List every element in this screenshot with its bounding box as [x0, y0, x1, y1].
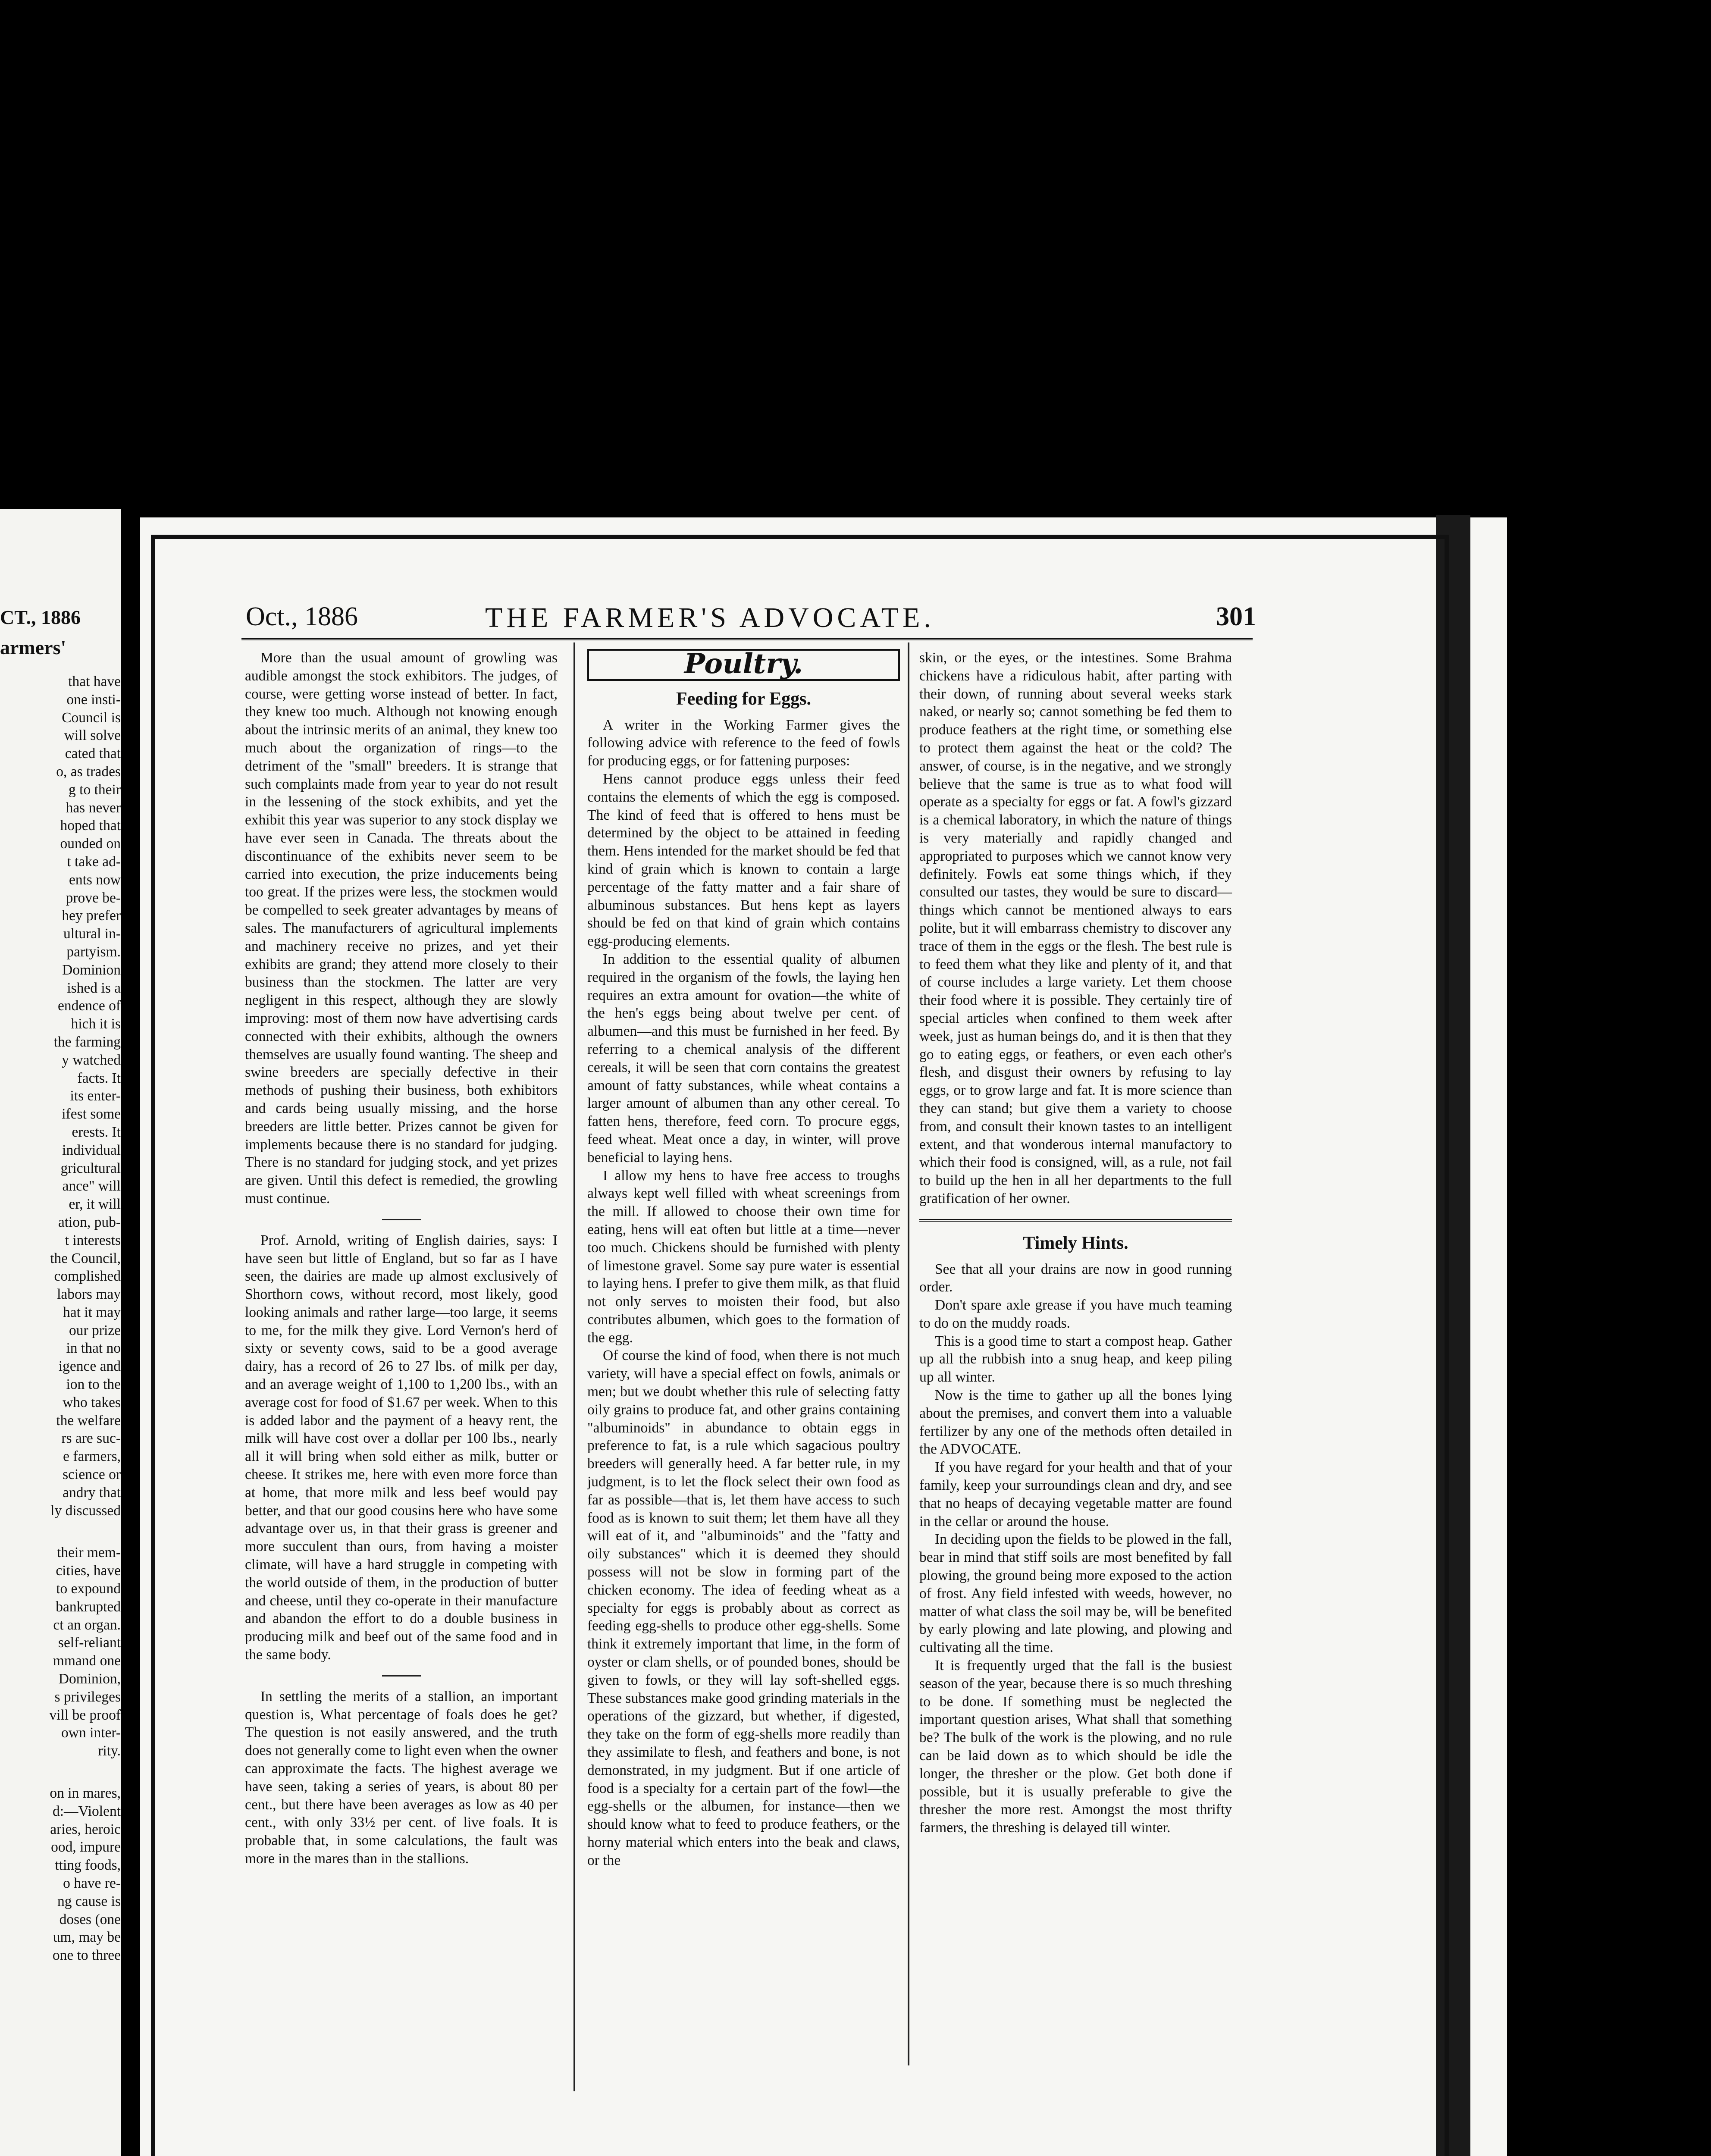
- paragraph: In settling the merits of a stallion, an important question is, What percentage of foals does he get? The question is not easily answered, and the truth does not generally come to light even when the owner can approximate the facts. The highest average we have seen, taking a series of years, is about 80 per cent., but there have been averages as low as 40 per cent., with only 33½ per cent. of live foals. It is probable that, in some calculations, the fault was more in the mares than in the stallions.: [245, 1688, 558, 1867]
- facing-page-line: gricultural: [60, 1160, 121, 1176]
- facing-page-block-b: [0, 1544, 121, 1760]
- facing-page-line: the farming: [53, 1034, 121, 1050]
- issue-date: Oct., 1886: [246, 602, 358, 631]
- separator: [382, 1675, 421, 1677]
- facing-page-line: g to their: [69, 781, 121, 798]
- facing-page-line: has never: [66, 799, 121, 816]
- facing-page-line: rs are suc-: [61, 1430, 121, 1447]
- facing-page-line: hich it is: [71, 1016, 121, 1032]
- facing-page-line: their mem-: [57, 1545, 121, 1561]
- paragraph: skin, or the eyes, or the intestines. Some Brahma chickens have a ridiculous habit, after parting with their down, of running about several weeks stark naked, or nearly so; cannot something be fed them to produce feathers at the right time, or something else to protect them against the heat or the cold? The answer, of course, is in the negative, and we strongly believe that the same is true as to what food will operate as a specialty for eggs or fat. A fowl's gizzard is a chemical laboratory, in which the nature of things is very materially and rapidly changed and appropriated to purposes which we cannot know very definitely. Fowls eat some things which, if they consulted our tastes, they would be sure to discard—things which cannot be mentioned always to ears polite, but it will embarrass chemistry to discover any trace of them in the eggs or the flesh. The best rule is to feed them what they like and plenty of it, and that of course includes a large variety. Let them choose their food where it is possible. They certainly tire of special articles when confined to them week after week, just as human beings do, and it is then that they go to eating eggs, or feathers, or even each other's flesh, and disgust their owners by refusing to lay eggs, or to grow large and fat. It is more science than they can stand; but give them a variety to choose from, and consult their known tastes to an intelligent extent, and that wonderous internal manufactory to which their food is consigned, will, as a rule, not fail to build up the hen in all her departments to the full gratification of her owner.: [919, 650, 1232, 1206]
- column-2: [587, 649, 900, 1870]
- separator: [382, 1219, 421, 1220]
- facing-page-line: t interests: [65, 1232, 121, 1248]
- page-number: 301: [1216, 602, 1256, 631]
- facing-page-header: CT., 1886: [0, 606, 81, 628]
- facing-page-line: cities, have: [56, 1563, 121, 1579]
- facing-page-line: bankrupted: [56, 1598, 121, 1615]
- facing-page-line: hat it may: [63, 1304, 121, 1320]
- facing-page-line: ation, pub-: [58, 1214, 121, 1230]
- facing-page-line: Dominion,: [58, 1671, 121, 1687]
- facing-page-line: igence and: [58, 1358, 121, 1375]
- facing-page-line: complished: [54, 1268, 121, 1285]
- paragraph: A writer in the Working Farmer gives the following advice with reference to the feed of fowls for producing eggs, or for fattening purposes:: [587, 717, 900, 769]
- facing-page-line: one to three: [52, 1947, 121, 1964]
- column-1: [245, 649, 558, 1868]
- facing-page-line: hey prefer: [62, 908, 121, 924]
- facing-page-line: erests. It: [72, 1124, 121, 1140]
- facing-page-line: ng cause is: [57, 1893, 121, 1909]
- facing-page-line: aries, heroic: [50, 1821, 121, 1837]
- paragraph: Hens cannot produce eggs unless their feed contains the elements of which the egg is composed. The kind of feed that is offered to hens must be determined by the object to be attained in feeding them. Hens intended for the market should be fed that kind of grain which is known to contain a large percentage of the fatty matter and a fair share of albuminous substances. But hens kept as layers should be fed on that kind of grain which contains egg-producing elements.: [587, 771, 900, 950]
- paragraph: If you have regard for your health and that of your family, keep your surroundings clean and dry, and see that no heaps of decaying vegetable matter are found in the cellar or around the house.: [919, 1459, 1232, 1529]
- paragraph: It is frequently urged that the fall is the busiest season of the year, because there is so much threshing to be done. If something must be neglected the important question arises, What shall that something be? The bulk of the work is the plowing, and no rule can be laid down as to which should be idle the longer, the thresher or the plow. Get both done if possible, but it is usually preferable to give the thresher the more rest. Amongst the most thrifty farmers, the threshing is delayed till winter.: [919, 1658, 1232, 1836]
- facing-page-line: rity.: [98, 1743, 121, 1759]
- facing-page-line: will solve: [64, 727, 121, 744]
- facing-page-line: to expound: [56, 1581, 121, 1597]
- facing-page-line: ounded on: [60, 836, 121, 852]
- facing-page-line: y watched: [62, 1052, 121, 1068]
- facing-page-line: tting foods,: [55, 1857, 121, 1874]
- facing-page-line: cated that: [65, 746, 121, 762]
- facing-page-line: mmand one: [53, 1653, 121, 1669]
- column-3: [919, 649, 1232, 1837]
- facing-page-line: prove be-: [66, 890, 121, 906]
- facing-page-line: andry that: [63, 1484, 121, 1501]
- header-rule: [241, 638, 1253, 640]
- facing-page-line: ct an organ.: [53, 1617, 121, 1633]
- facing-page-line: um, may be: [53, 1929, 121, 1946]
- facing-page-line: er, it will: [69, 1196, 121, 1213]
- paragraph: Prof. Arnold, writing of English dairies, says: I have seen but little of England, but so far as I have seen, the dairies are made up almost exclusively of Shorthorn cows, without record, most likely, good looking animals and rather large—too large, it seems to me, for the milk they give. Lord Vernon's herd of sixty or seventy cows, said to be a good average dairy, has a record of 26 to 27 lbs. of milk per day, and an average weight of 1,100 to 1,200 lbs., with an average cost for food of $1.67 per week. When to this is added labor and the payment of a heavy rent, the milk will have cost over a dollar per 100 lbs., nearly all it will bring when sold either as milk, butter or cheese. It strikes me, here with even more force than at home, that more milk and less beef would pay better, and that our good cousins here who have some advantage over us, in that their grass is greener and more succulent than ours, from having a moister climate, will have a hard struggle in competing with the world outside of them, in the production of butter and cheese, until they co-operate in their manufacture and abandon the effort to do a double business in producing milk and beef out of the same food and in the same body.: [245, 1232, 558, 1663]
- paragraph: See that all your drains are now in good running order.: [919, 1261, 1232, 1295]
- facing-page-line: ance" will: [62, 1178, 121, 1194]
- paragraph: In addition to the essential quality of albumen required in the organism of the fowls, the laying hen requires an extra amount for ovation—the white of the hen's eggs being about twelve per cent. of albumen—and this must be furnished in her feed. By referring to a chemical analysis of the different cereals, it will be seen that corn contains the greatest amount of fatty substances, while wheat contains a larger amount of albumen than any other cereal. To fatten hens, therefore, feed corn. To procure eggs, feed wheat. Meat once a day, in winter, will prove beneficial to laying hens.: [587, 951, 900, 1166]
- facing-page-line: that have: [68, 674, 121, 689]
- facing-page-line: d:—Violent: [52, 1803, 121, 1819]
- facing-page-line: who takes: [63, 1394, 121, 1410]
- article-title: Timely Hints.: [1023, 1233, 1128, 1253]
- facing-page-block-c: [0, 1784, 121, 1965]
- facing-page-line: the welfare: [56, 1412, 121, 1429]
- facing-page-line: one insti-: [66, 691, 121, 708]
- facing-page-line: our prize: [69, 1322, 121, 1338]
- column-rule: [573, 642, 575, 2091]
- article-title: Feeding for Eggs.: [676, 689, 812, 709]
- facing-page-line: t take ad-: [67, 853, 121, 870]
- paragraph: I allow my hens to have free access to troughs always kept well filled with wheat screenings from the mill. If allowed to choose their own time for eating, hens will eat often but little at a time—never too much. Chickens should be furnished with plenty of limestone gravel. Some say pure water is essential to laying hens. I prefer to give them milk, as that fluid not only serves to moisten their food, but also contributes albumen, which goes to the formation of the egg.: [587, 1167, 900, 1346]
- department-heading: Poultry.: [587, 649, 900, 681]
- facing-page-line: facts. It: [77, 1070, 121, 1086]
- facing-page-line: in that no: [66, 1340, 121, 1357]
- paragraph: Don't spare axle grease if you have much teaming to do on the muddy roads.: [919, 1297, 1232, 1331]
- facing-page-line: doses (one: [59, 1911, 121, 1927]
- facing-page-line: partyism.: [66, 943, 121, 960]
- facing-page-line: hoped that: [60, 818, 121, 834]
- facing-page-line: on in mares,: [50, 1785, 121, 1802]
- facing-page-line: its enter-: [70, 1088, 121, 1104]
- facing-page-line: self-reliant: [58, 1635, 121, 1651]
- paragraph: In deciding upon the fields to be plowed in the fall, bear in mind that stiff soils are most benefited by fall plowing, the ground being more exposed to the action of frost. Any field infested with weeds, however, no matter of what class the soil may be, will be benefited by early plowing and late plowing, and plowing and cultivating all the time.: [919, 1531, 1232, 1656]
- paragraph: This is a good time to start a compost heap. Gather up all the rubbish into a snug heap, and keep piling up all winter.: [919, 1333, 1232, 1385]
- facing-page-line: o have re-: [63, 1875, 121, 1891]
- facing-page-line: o, as trades: [56, 763, 121, 780]
- facing-page-title: armers': [0, 636, 66, 658]
- facing-page-line: ood, impure: [51, 1839, 121, 1855]
- facing-page-line: own inter-: [61, 1725, 121, 1741]
- facing-page-line: s privileges: [54, 1689, 121, 1705]
- facing-page-text: [0, 673, 121, 1965]
- paragraph: Now is the time to gather up all the bones lying about the premises, and convert them into a valuable fertilizer by any one of the methods often detailed in the ADVOCATE.: [919, 1387, 1232, 1457]
- facing-page-block-a: [0, 673, 121, 1520]
- facing-page-line: ion to the: [66, 1376, 121, 1393]
- facing-page-line: ly discussed: [50, 1502, 121, 1519]
- facing-page-line: labors may: [57, 1286, 121, 1303]
- facing-page-line: science or: [63, 1467, 121, 1483]
- paragraph: Of course the kind of food, when there is not much variety, will have a special effect on fowls, animals or men; but we doubt whether this rule of selecting fatty oily grains to produce fat, and other grains containing "albuminoids" in abundance to obtain eggs in preference to fat, is a rule which sagacious poultry breeders will generally heed. A far better rule, in my judgment, is to let the flock select their own food as far as possible—that is, let them have access to such food as is known to suit them; let them have all they will eat of it, and "albuminoids" and the "fatty and oily substances" which it is deemed they should possess will not be slow in forming part of the chicken economy. The idea of feeding wheat as a specialty for eggs is probably about as correct as feeding egg-shells to produce other egg-shells. Some think it extremely important that lime, in the form of oyster or clam shells, or of pounded bones, should be given to fowls, or they will lay soft-shelled eggs. These substances make good grinding materials in the operations of the gizzard, but whether, if digested, they take on the form of egg-shells more readily than they assimilate to flesh, and feathers and bone, is not demonstrated, in my judgment. But if one article of food is a specialty for a certain part of the fowl—the egg-shells or the albumen, for instance—then we should know what to feed to produce feathers, or the horny material which enters into the beak and claws, or the: [587, 1348, 900, 1868]
- facing-page-line: individual: [62, 1142, 121, 1158]
- paragraph: More than the usual amount of growling was audible amongst the stock exhibitors. The judges, of course, were getting worse instead of better. In fact, they knew too much. Although not knowing enough about the intrinsic merits of an animal, they knew too much about the organization of rings—to the detriment of the "small" breeders. It is strange that such complaints made from year to year do not result in the lessening of the stock exhibits, and yet the exhibit this year was superior to any stock display we have ever seen in Canada. The threats about the discontinuance of the exhibits never seem to be carried into execution, the prize inducements being too great. If the prizes were less, the stockmen would be compelled to seek greater advantages by means of sales. The manufacturers of agricultural implements and machinery receive no prizes, and yet their exhibits are grand; they attend more closely to their business than the stockmen. The latter are very negligent in this respect, although they are slowly improving: most of them now have advertising cards connected with their exhibits, although the owners themselves are usually found wanting. The sheep and swine breeders are specially defective in their methods of pushing their business, both exhibitors and cards being usually missing, and the horse breeders are little better. Prizes cannot be given for implements because there is no standard for judging. There is no standard for judging stock, and yet prizes are given. Until this defect is remedied, the growling must continue.: [245, 650, 558, 1206]
- facing-page-line: ished is a: [67, 980, 121, 996]
- facing-page-line: vill be proof: [49, 1707, 121, 1723]
- facing-page-line: ultural in-: [63, 926, 121, 942]
- facing-page-line: endence of: [57, 998, 121, 1014]
- facing-page-line: the Council,: [50, 1250, 121, 1266]
- column-rule: [908, 642, 909, 2065]
- facing-page-line: e farmers,: [63, 1448, 121, 1465]
- article-divider: [919, 1219, 1232, 1222]
- masthead-title: THE FARMER'S ADVOCATE.: [485, 602, 935, 633]
- facing-page-line: ents now: [69, 871, 121, 888]
- facing-page-line: Dominion: [62, 962, 121, 978]
- facing-page-line: Council is: [62, 709, 121, 726]
- facing-page-line: ifest some: [62, 1106, 121, 1122]
